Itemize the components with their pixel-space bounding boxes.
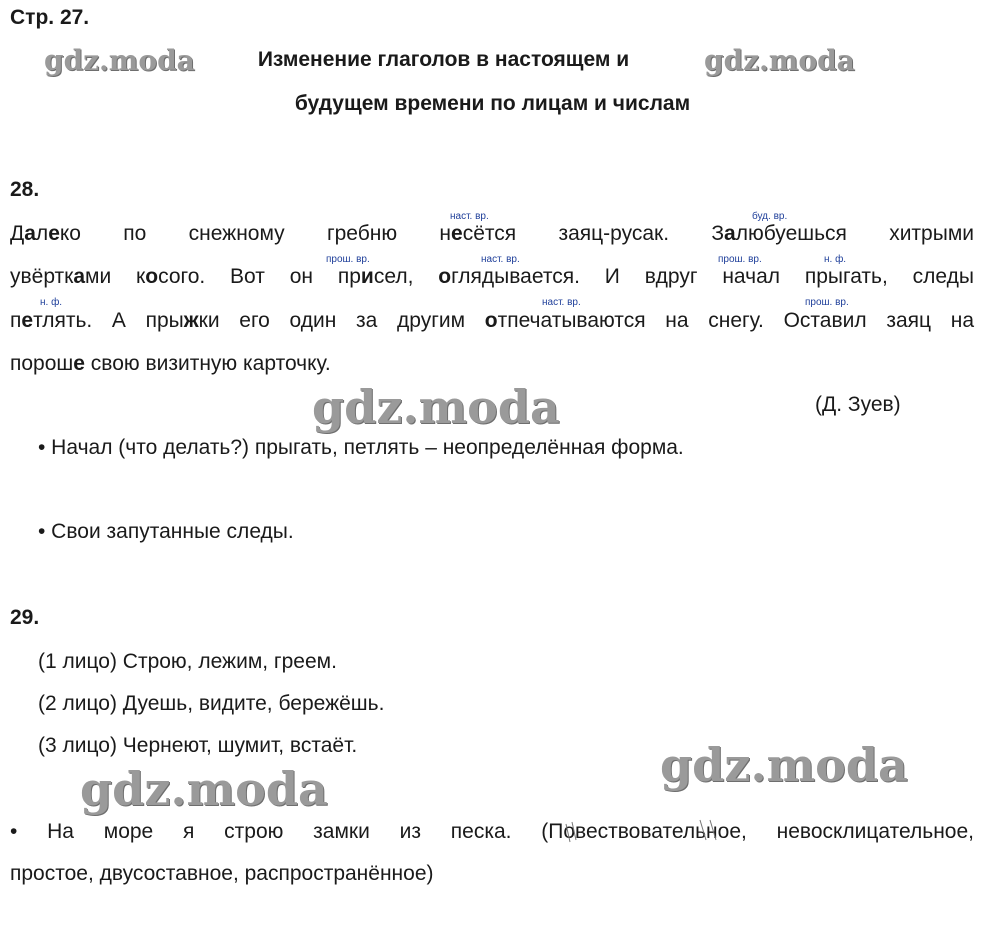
text-segment: л [35, 222, 49, 245]
text-segment: сел, [373, 265, 439, 288]
annotation-4: наст. вр. [481, 254, 520, 265]
watermark-logo-1: gdz.moda [44, 44, 195, 77]
text-segment: е [451, 222, 463, 245]
page-label: Стр. 27. [10, 6, 90, 29]
task-29-bullet-line-2: простое, двусоставное, распространённое) [10, 862, 434, 885]
text-segment: ж [183, 309, 199, 332]
annotation-3: прош. вр. [326, 254, 370, 265]
text-segment: о [145, 265, 159, 288]
task-28-bullet-1: • Начал (что делать?) прыгать, петлять – неопределённая форма. [38, 436, 684, 459]
text-segment: увёртк [10, 265, 74, 288]
task-29-line-2: (2 лицо) Дуешь, видите, бережёшь. [38, 692, 385, 715]
task-28-line-2 [10, 265, 974, 289]
section-title-line2: будущем времени по лицам и числам [294, 92, 691, 115]
text-segment: е [73, 352, 85, 375]
task-28-number: 28. [10, 178, 40, 201]
task-29-bullet-line-1: • На море я строю замки из песка. (Повествовательное, невосклицательное, [10, 820, 974, 843]
annotation-7: н. ф. [40, 297, 63, 308]
text-segment: Д [10, 222, 25, 245]
text-segment: о [438, 265, 452, 288]
pen-scribble-mark [560, 816, 740, 846]
text-segment: а [73, 265, 86, 288]
text-segment: ко по снежному гребню н [59, 222, 452, 245]
task-28-bullet-2: • Свои запутанные следы. [38, 520, 294, 543]
text-segment: а [724, 222, 736, 245]
annotation-1: наст. вр. [450, 211, 489, 222]
text-segment: сого. Вот он пр [158, 265, 361, 288]
watermark-logo-2: gdz.moda [704, 44, 855, 77]
annotation-8: наст. вр. [542, 297, 581, 308]
task-29-line-1: (1 лицо) Строю, лежим, греем. [38, 650, 337, 673]
watermark-logo-4: gdz.moda [660, 738, 908, 792]
text-segment: е [48, 222, 60, 245]
title-line1-text: Изменение глаголов в настоящем и [257, 48, 630, 71]
text-segment: сётся заяц-русак. З [462, 222, 725, 245]
task-28-line-1 [10, 222, 974, 246]
text-segment: тпечатываются на снегу. Оставил заяц на [497, 309, 974, 332]
text-segment: о [484, 309, 498, 332]
task-28-line-4 [10, 352, 974, 376]
task-28-line-3 [10, 309, 974, 333]
text-segment: а [24, 222, 36, 245]
text-segment: п [10, 309, 22, 332]
watermark-logo-5: gdz.moda [80, 762, 328, 816]
annotation-2: буд. вр. [752, 211, 788, 222]
text-segment: свою визитную карточку. [84, 352, 331, 375]
task-29-line-3: (3 лицо) Чернеют, шумит, встаёт. [38, 734, 358, 757]
text-segment: и [360, 265, 374, 288]
text-segment: ми к [85, 265, 146, 288]
annotation-9: прош. вр. [805, 297, 849, 308]
watermark-logo-3: gdz.moda [312, 380, 560, 434]
text-segment: е [21, 309, 34, 332]
annotation-5: прош. вр. [718, 254, 762, 265]
annotation-6: н. ф. [824, 254, 847, 265]
text-segment: ки его один за другим [198, 309, 485, 332]
text-segment: глядывается. И вдруг начал прыгать, следы [451, 265, 974, 288]
author-attribution: (Д. Зуев) [815, 393, 901, 416]
text-segment: порош [10, 352, 74, 375]
text-segment: тлять. А пры [33, 309, 184, 332]
text-segment: любуешься хитрыми [735, 222, 974, 245]
task-29-number: 29. [10, 606, 40, 629]
